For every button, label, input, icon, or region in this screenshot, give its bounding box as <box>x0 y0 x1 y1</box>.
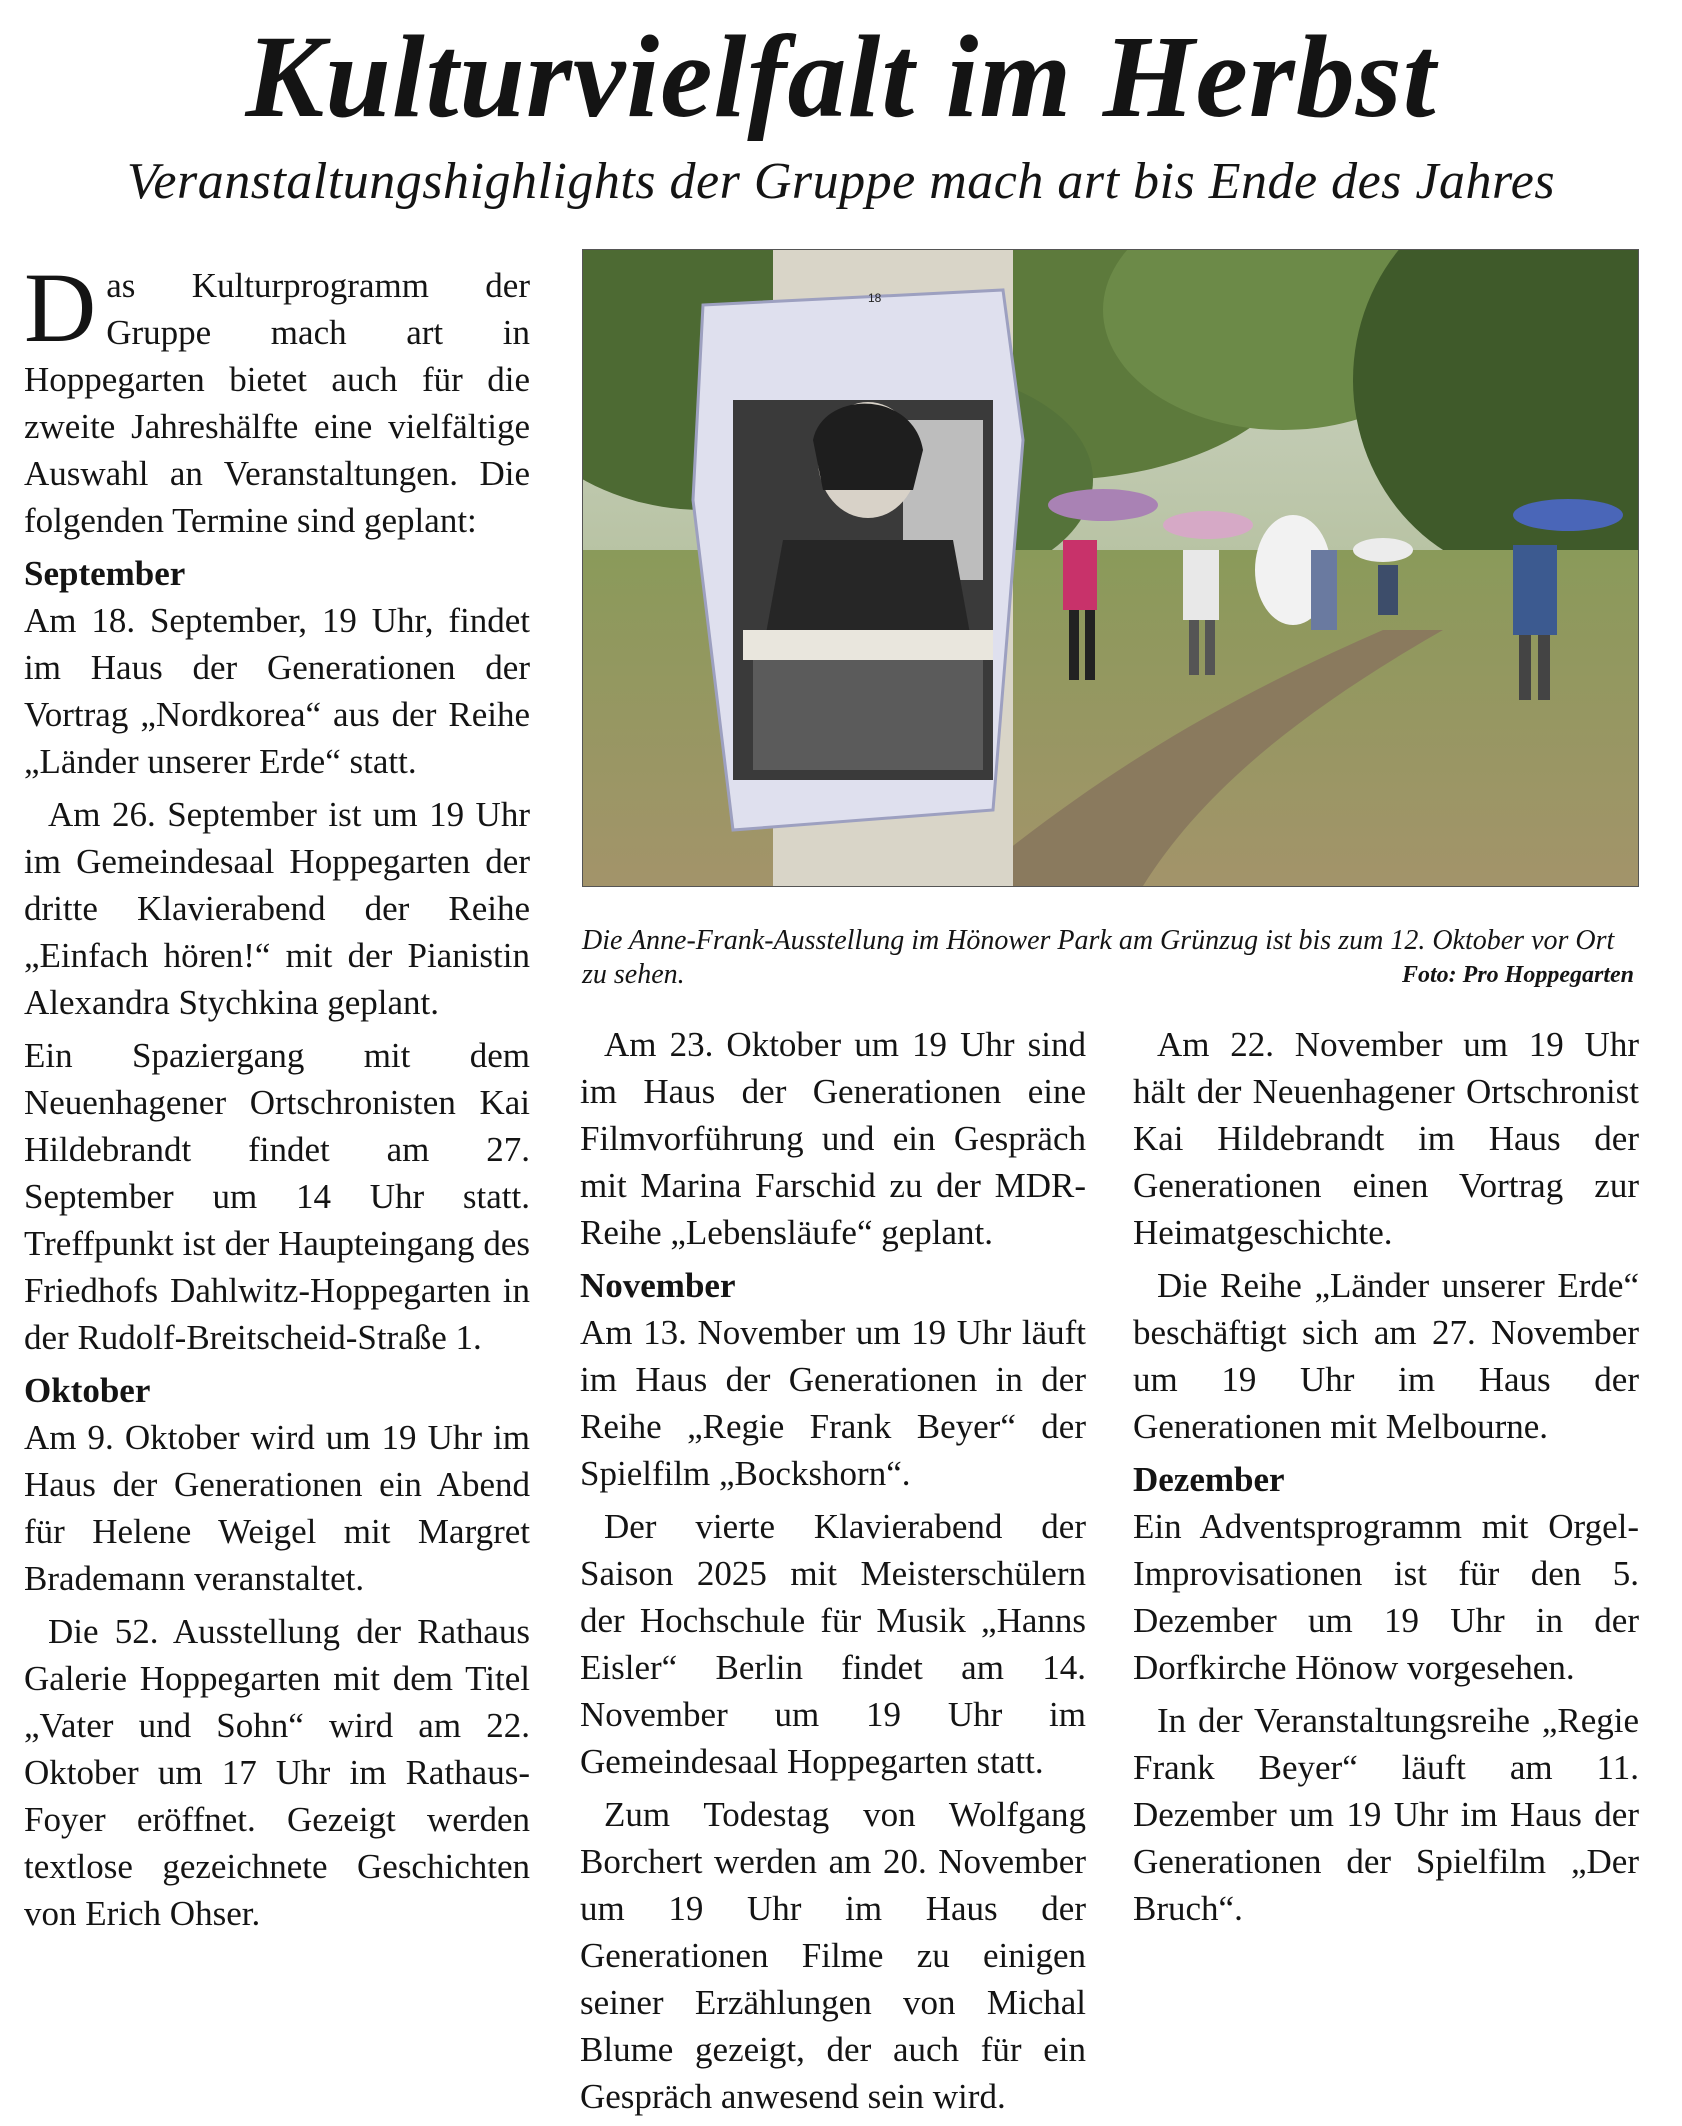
section-heading-dezember: Dezember <box>1133 1460 1285 1499</box>
intro-text: as Kulturprogramm der Gruppe mach art in Hoppegarten bietet auch für die zweite Jahreshälfte eine vielfältige Auswahl an Veranstaltungen. Die folgenden Termine sind geplant: <box>24 266 530 540</box>
september-paragraph-2: Am 26. September ist um 19 Uhr im Gemeindesaal Hoppegarten der dritte Klavierabend der Reihe „Einfach hören!“ mit der Pianistin Alexandra Stychkina geplant. <box>24 795 530 1022</box>
oktober-paragraph-2: Die 52. Ausstellung der Rathaus Galerie Hoppegarten mit dem Titel „Vater und Sohn“ wird am 22. Oktober um 17 Uhr im Rathaus-Foyer eröffnet. Gezeigt werden textlose gezeichnete Geschichten von Erich Ohser. <box>24 1612 530 1933</box>
november-paragraph-1: Am 13. November um 19 Uhr läuft im Haus der Generationen in der Reihe „Regie Frank Beyer“ der Spielfilm „Bockshorn“. <box>580 1313 1086 1493</box>
photo-caption: Die Anne-Frank-Ausstellung im Hönower Park am Grünzug ist bis zum 12. Oktober vor Ort zu sehen. <box>582 925 1615 990</box>
november-paragraph-3: Zum Todestag von Wolfgang Borchert werden am 20. November um 19 Uhr im Haus der Generationen Filme zu einigen seiner Erzählungen von Michal Blume gezeigt, der auch für ein Gespräch anwesend sein wird. <box>580 1795 1086 2116</box>
banner-number: 18 <box>868 291 882 305</box>
dezember-paragraph-1: Ein Adventsprogramm mit Orgel-Improvisationen ist für den 5. Dezember um 19 Uhr in der Dorfkirche Hönow vorgesehen. <box>1133 1507 1639 1687</box>
article-column-3 <box>1133 1021 1639 1938</box>
oktober-paragraph-1: Am 9. Oktober wird um 19 Uhr im Haus der Generationen ein Abend für Helene Weigel mit Margret Brademann veranstaltet. <box>24 1418 530 1598</box>
section-heading-oktober: Oktober <box>24 1371 151 1410</box>
drop-cap: D <box>24 252 97 363</box>
photo-credit: Foto: Pro Hoppegarten <box>1402 962 1634 988</box>
anne-frank-exhibition-photo <box>583 250 1638 886</box>
november-paragraph-2: Der vierte Klavierabend der Saison 2025 mit Meisterschülern der Hochschule für Musik „Hanns Eisler“ Berlin findet am 14. November um 19 Uhr im Gemeindesaal Hoppegarten statt. <box>580 1507 1086 1781</box>
article-column-2 <box>580 1021 1086 2126</box>
section-heading-november: November <box>580 1266 736 1305</box>
oktober-paragraph-3: Am 23. Oktober um 19 Uhr sind im Haus der Generationen eine Filmvorführung und ein Gespräch mit Marina Farschid zu der MDR-Reihe „Lebensläufe“ geplant. <box>580 1025 1086 1252</box>
september-paragraph-3: Ein Spaziergang mit dem Neuenhagener Ortschronisten Kai Hildebrandt findet am 27. September um 14 Uhr statt. Treffpunkt ist der Haupteingang des Friedhofs Dahlwitz-Hoppegarten in der Rudolf-Breitscheid-Straße 1. <box>24 1036 530 1357</box>
article-photo <box>582 249 1639 887</box>
intro-paragraph <box>24 252 530 544</box>
article-column-1 <box>24 252 530 1943</box>
november-paragraph-4: Am 22. November um 19 Uhr hält der Neuenhagener Ortschronist Kai Hildebrandt im Haus der Generationen einen Vortrag zur Heimatgeschichte. <box>1133 1025 1639 1252</box>
article-headline: Kulturvielfalt im Herbst <box>245 11 1437 142</box>
dezember-paragraph-2: In der Veranstaltungsreihe „Regie Frank Beyer“ läuft am 11. Dezember um 19 Uhr im Haus der Generationen der Spielfilm „Der Bruch“. <box>1133 1701 1639 1928</box>
article-subheadline: Veranstaltungshighlights der Gruppe mach art bis Ende des Jahres <box>126 153 1556 210</box>
section-heading-september: September <box>24 554 186 593</box>
november-paragraph-5: Die Reihe „Länder unserer Erde“ beschäftigt sich am 27. November um 19 Uhr im Haus der Generationen mit Melbourne. <box>1133 1266 1639 1446</box>
september-paragraph-1: Am 18. September, 19 Uhr, findet im Haus der Generationen der Vortrag „Nordkorea“ aus der Reihe „Länder unserer Erde“ statt. <box>24 601 530 781</box>
